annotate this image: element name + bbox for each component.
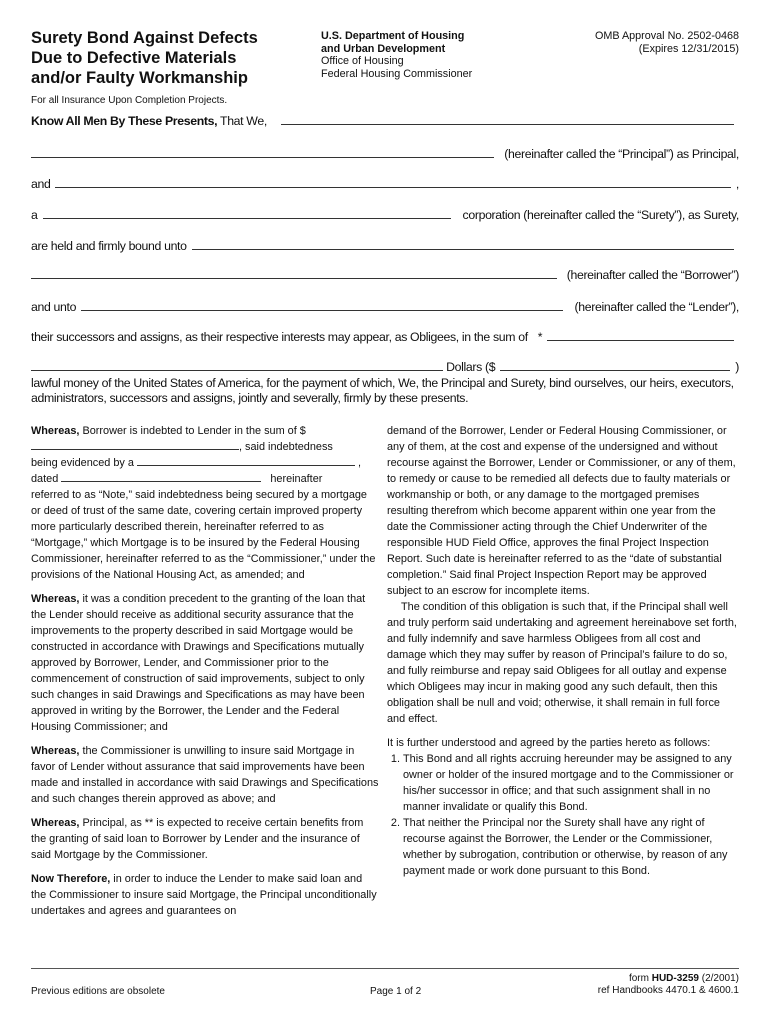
footer-divider — [31, 968, 739, 969]
and-comma: , — [735, 177, 739, 191]
whereas-1-hereinafter-text: hereinafter — [270, 473, 323, 485]
row-surety — [31, 206, 739, 222]
surety-label: corporation (hereinafter called the “Surety”), as Surety, — [462, 208, 739, 222]
further-understood-paragraph: It is further understood and agreed by the parties hereto as follows: — [387, 737, 711, 749]
and-name-field[interactable] — [55, 187, 730, 188]
whereas-1-sum-text: Borrower is indebted to Lender in the sum of $ — [79, 425, 306, 437]
and-unto-label: and unto — [31, 300, 77, 314]
row-and — [31, 175, 739, 191]
demand-paragraph: demand of the Borrower, Lender or Federal Housing Commissioner, or any of them, at the cost and expense of the undersigned and without recourse against the Borrower, Lender or Commissioner, or any of them, to remedy or cause to be remedied all defects due to faulty materials or workmanship or both, or any damage to the mortgaged premises resulting therefrom which become apparent within one year from the date the Commissioner acting through the Chief Underwriter of the responsible HUD Field Office, approves the final Project Inspection Report. Such date is hereinafter referred to as the “date of substantial completion.” Said final Project Inspection Report may be approved subject to an escrow for incomplete items. — [387, 425, 736, 597]
principal-name-field[interactable] — [31, 157, 494, 158]
row-successors — [31, 328, 739, 344]
whereas-1-body: referred to as “Note,” said indebtedness being secured by a mortgage or deed of trust of the same date, covering certain improved property more particularly described therein, hereinafter referred to as “Mortgage,” which Mortgage is to be insured by the Federal Housing Commissioner, hereinafter referred to as the “Commissioner,” under the provisions of the National Housing Act, as amended; and — [31, 489, 376, 581]
form-reference — [598, 973, 739, 997]
successors-label: their successors and assigns, as their respective interests may appear, as Obligees, in the sum of — [31, 330, 528, 344]
whereas-4-body: Principal, as ** is expected to receive certain benefits from the granting of said loan to Borrower by Lender and the insurance of said Mortgage by the Commissioner. — [31, 817, 364, 861]
agreement-item-1: 1. This Bond and all rights accruing hereunder may be assigned to any owner or holder of the insured mortgage and to the Commissioner or his/her successor in office; and that such assignment shall in no manner invalidate or qualify this Bond. — [403, 751, 739, 815]
omb-block — [595, 30, 739, 55]
department-block — [321, 30, 472, 80]
that-we-field[interactable] — [281, 124, 734, 125]
omb-expires: (Expires 12/31/2015) — [638, 42, 739, 55]
whereas-3-body: the Commissioner is unwilling to insure said Mortgage in favor of Lender without assurance that said improvements have been made and installed in accordance with said Drawings and Specifications and such changes therein approved as above; and — [31, 745, 379, 805]
lawful-money-paragraph: lawful money of the United States of America, for the payment of which, We, the Principal and Surety, bind ourselves, our heirs, executors, administrators, successors and assigns, jointly and severally, firmly by these presents. — [31, 376, 734, 405]
row-borrower — [31, 266, 739, 282]
dept-name-line-2: and Urban Development — [321, 42, 446, 55]
row-lender — [31, 298, 739, 314]
whereas-2-body: it was a condition precedent to the granting of the loan that the Lender should receive as additional security assurance that the improvements to the property described in said Mortgage would be constructed in accordance with Drawings and Specifications mutually approved by Borrower, Lender, and Commissioner prior to the commencement of construction of said improvements, subject to only such changes in said Drawings and Specifications as may have been approved in writing by the Borrower, the Lender and the Federal Housing Commissioner; and — [31, 593, 366, 733]
whereas-1-evidenced-text: being evidenced by a — [31, 457, 134, 469]
and-label: and — [31, 177, 51, 191]
whereas-4 — [31, 815, 379, 863]
whereas-1-dated-text: dated — [31, 473, 59, 485]
lender-name-field[interactable] — [81, 310, 562, 311]
row-held-bound — [31, 237, 739, 253]
whereas-1-lead: Whereas, — [31, 425, 80, 437]
surety-name-field[interactable] — [43, 218, 451, 219]
form-number: HUD-3259 — [651, 973, 699, 984]
previous-editions-note: Previous editions are obsolete — [31, 986, 165, 997]
title-line-1: Surety Bond Against Defects — [31, 29, 258, 47]
whereas-2 — [31, 591, 379, 735]
dated-field[interactable] — [61, 471, 261, 482]
condition-paragraph: The condition of this obligation is such that, if the Principal shall well and truly perform said undertaking and agreement hereinabove set forth, and fully indemnify and save harmless Obligees from all cost and damage which they may suffer by reason of Principal’s failure to do so, and fully reimburse and repay said Obligees for all outlay and expense which Obligees may incur in making good any such default, then this obligation shall be null and void; otherwise, it shall remain in full force and effect. — [387, 601, 737, 725]
agreement-list — [387, 751, 739, 879]
row-principal — [31, 145, 739, 161]
applicability-note: For all Insurance Upon Completion Projects. — [31, 95, 228, 106]
whereas-3 — [31, 743, 379, 807]
right-column — [387, 423, 739, 879]
now-therefore-body: in order to induce the Lender to make said loan and the Commissioner to insure said Mortgage, the Principal unconditionally undertakes and agrees and guarantees on — [31, 873, 377, 917]
title-line-3: and/or Faulty Workmanship — [31, 69, 248, 87]
sum-field[interactable] — [547, 340, 734, 341]
dollars-amount-field[interactable] — [500, 370, 730, 371]
held-bound-field[interactable] — [192, 249, 734, 250]
omb-approval: OMB Approval No. 2502-0468 — [594, 30, 739, 42]
principal-label: (hereinafter called the “Principal”) as Principal, — [504, 147, 739, 161]
office-line-2: Federal Housing Commissioner — [321, 67, 473, 80]
dollars-words-field[interactable] — [31, 370, 443, 371]
form-title — [31, 28, 258, 88]
row-that-we — [31, 112, 739, 128]
indebtedness-amount-field[interactable] — [31, 439, 239, 450]
dollars-close-paren: ) — [735, 360, 739, 374]
page-number: Page 1 of 2 — [370, 986, 422, 997]
now-therefore — [31, 871, 379, 919]
form-prefix: form — [628, 973, 652, 984]
that-we-label: That We, — [217, 114, 267, 128]
office-line-1: Office of Housing — [321, 55, 404, 67]
dept-name-line-1: U.S. Department of Housing — [321, 30, 465, 42]
whereas-3-lead: Whereas, — [31, 745, 80, 757]
whereas-1-comma: , — [358, 457, 362, 469]
held-bound-label: are held and firmly bound unto — [31, 239, 187, 253]
a-label: a — [31, 208, 38, 222]
form-date: (2/2001) — [698, 973, 739, 984]
lender-label: (hereinafter called the “Lender”), — [574, 300, 739, 314]
borrower-label: (hereinafter called the “Borrower”) — [566, 268, 739, 282]
now-therefore-lead: Now Therefore, — [31, 873, 111, 885]
borrower-name-field[interactable] — [31, 278, 557, 279]
know-all-men-heading: Know All Men By These Presents, — [31, 114, 218, 128]
whereas-1 — [31, 423, 379, 583]
title-line-2: Due to Defective Materials — [31, 49, 237, 67]
evidenced-by-field[interactable] — [137, 455, 355, 466]
whereas-1-indebtedness-text: , said indebtedness — [239, 441, 333, 453]
row-dollars — [31, 358, 739, 374]
dollars-label: Dollars ($ — [446, 360, 496, 374]
sum-asterisk: * — [537, 330, 543, 344]
agreement-item-2: 2. That neither the Principal nor the Surety shall have any right of recourse against the Borrower, the Lender or the Commissioner, whether by subrogation, contribution or otherwise, by reason of any payment made or work done pursuant to this Bond. — [403, 815, 739, 879]
whereas-2-lead: Whereas, — [31, 593, 80, 605]
left-column — [31, 423, 379, 919]
handbook-reference: ref Handbooks 4470.1 & 4600.1 — [597, 985, 739, 996]
whereas-4-lead: Whereas, — [31, 817, 80, 829]
